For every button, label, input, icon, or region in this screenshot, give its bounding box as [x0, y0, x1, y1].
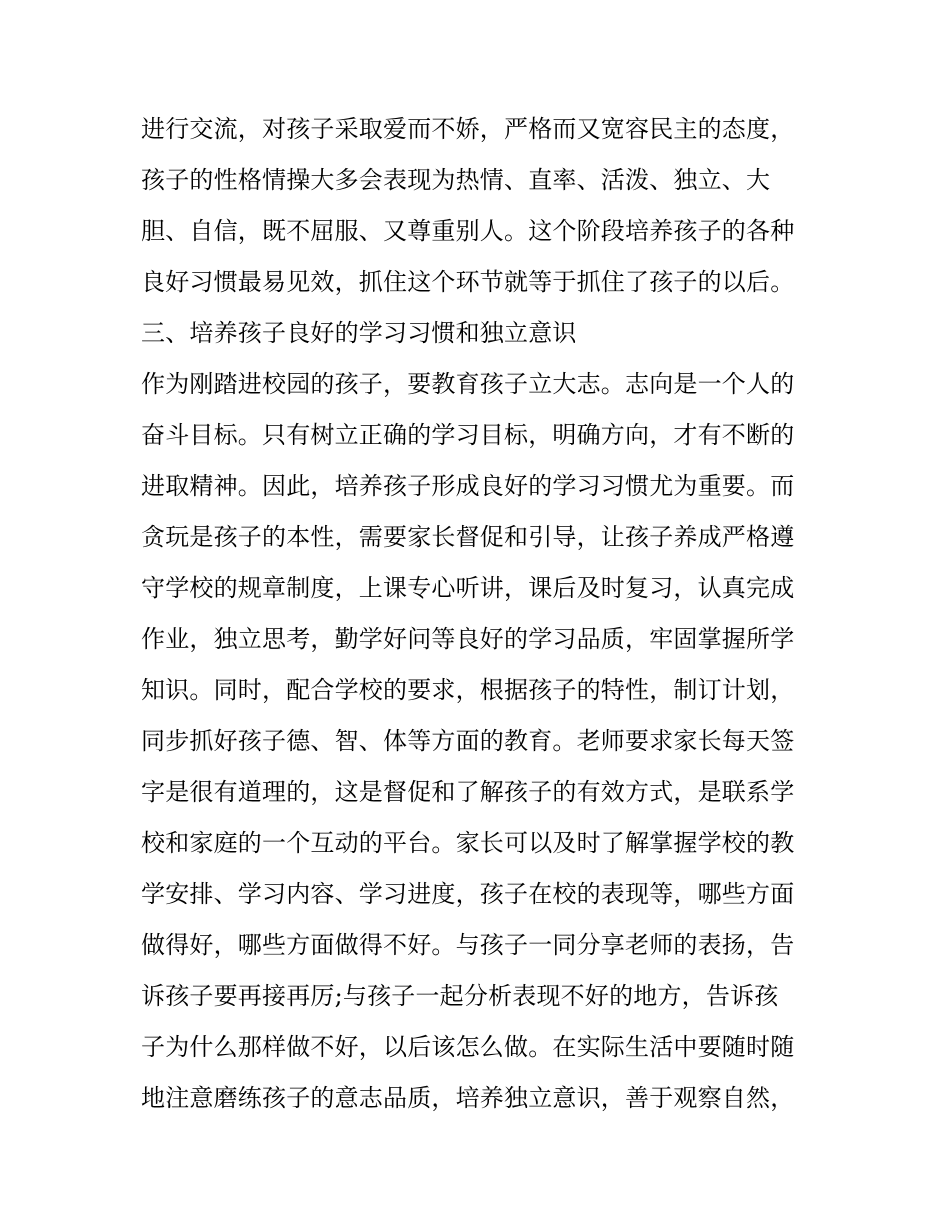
- section-heading: 三、培养孩子良好的学习习惯和独立意识: [141, 319, 577, 347]
- paragraph-line: 诉孩子要再接再厉;与孩子一起分析表现不好的地方，告诉孩: [141, 982, 779, 1010]
- paragraph-line: 作为刚踏进校园的孩子，要教育孩子立大志。志向是一个人的: [141, 370, 795, 398]
- paragraph-line: 学安排、学习内容、学习进度，孩子在校的表现等，哪些方面: [141, 880, 795, 908]
- paragraph-line: 字是很有道理的，这是督促和了解孩子的有效方式，是联系学: [141, 778, 795, 806]
- paragraph-line: 良好习惯最易见效，抓住这个环节就等于抓住了孩子的以后。: [141, 268, 795, 296]
- paragraph-line: 校和家庭的一个互动的平台。家长可以及时了解掌握学校的教: [141, 829, 795, 857]
- paragraph-line: 作业，独立思考，勤学好问等良好的学习品质，牢固掌握所学: [141, 625, 795, 653]
- paragraph-line: 胆、自信，既不屈服、又尊重别人。这个阶段培养孩子的各种: [141, 217, 795, 245]
- paragraph-line: 同步抓好孩子德、智、体等方面的教育。老师要求家长每天签: [141, 727, 795, 755]
- document-body: [141, 104, 821, 1124]
- paragraph-line: 孩子的性格情操大多会表现为热情、直率、活泼、独立、大: [141, 166, 771, 194]
- paragraph-line: 奋斗目标。只有树立正确的学习目标，明确方向，才有不断的: [141, 421, 795, 449]
- paragraph-line: 子为什么那样做不好，以后该怎么做。在实际生活中要随时随: [141, 1033, 795, 1061]
- paragraph-line: 进取精神。因此，培养孩子形成良好的学习习惯尤为重要。而: [141, 472, 795, 500]
- paragraph-line: 做得好，哪些方面做得不好。与孩子一同分享老师的表扬，告: [141, 931, 795, 959]
- paragraph-line: 地注意磨练孩子的意志品质，培养独立意识，善于观察自然，: [141, 1084, 795, 1112]
- paragraph-line: 进行交流，对孩子采取爱而不娇，严格而又宽容民主的态度，: [141, 115, 795, 143]
- paragraph-line: 知识。同时，配合学校的要求，根据孩子的特性，制订计划，: [141, 676, 795, 704]
- paragraph-line: 贪玩是孩子的本性，需要家长督促和引导，让孩子养成严格遵: [141, 523, 795, 551]
- paragraph-line: 守学校的规章制度，上课专心听讲，课后及时复习，认真完成: [141, 574, 795, 602]
